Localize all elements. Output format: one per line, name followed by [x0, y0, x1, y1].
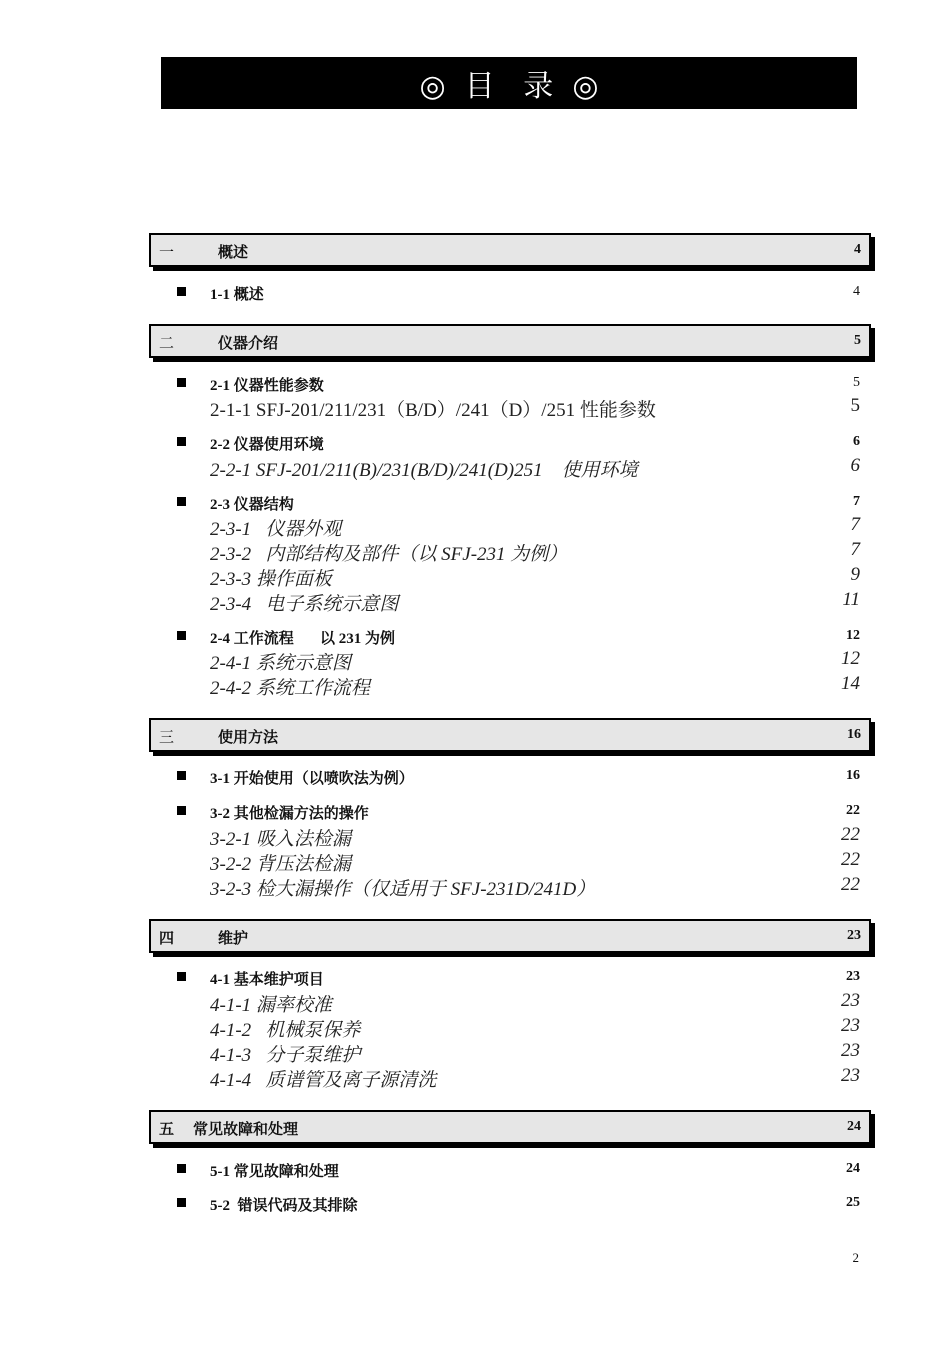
section-page: 23	[847, 928, 861, 943]
entry-label: 2-3-3 操作面板	[210, 569, 332, 590]
entry-label: 4-1-4 质谱管及离子源清洗	[210, 1070, 437, 1091]
bullet-icon	[177, 1164, 186, 1173]
entry-page: 23	[841, 1040, 860, 1061]
entry-label: 2-3-4 电子系统示意图	[210, 594, 399, 615]
entry-label: 2-1 仪器性能参数	[210, 378, 324, 394]
bullet-icon	[177, 771, 186, 780]
toc-entry-2-1[interactable]	[0, 374, 860, 396]
section-page: 4	[854, 242, 861, 257]
toc-entry-2-4-1[interactable]	[0, 648, 860, 674]
entry-label: 3-2-3 检大漏操作（仅适用于 SFJ-231D/241D）	[210, 879, 596, 900]
entry-page: 11	[842, 589, 860, 610]
toc-entry-2-2[interactable]	[0, 433, 860, 455]
section-page: 16	[847, 727, 861, 742]
entry-page: 7	[853, 494, 860, 509]
bullet-icon	[177, 437, 186, 446]
toc-entry-3-2-1[interactable]	[0, 824, 860, 850]
entry-label: 1-1 概述	[210, 287, 264, 303]
toc-entry-4-1[interactable]	[0, 968, 860, 990]
toc-entry-3-2[interactable]	[0, 802, 860, 824]
entry-page: 22	[841, 824, 860, 845]
entry-label: 5-1 常见故障和处理	[210, 1164, 339, 1180]
toc-entry-3-2-2[interactable]	[0, 849, 860, 875]
toc-entry-5-1[interactable]	[0, 1160, 860, 1182]
toc-entry-2-3-3[interactable]	[0, 564, 860, 590]
entry-page: 23	[841, 990, 860, 1011]
toc-entry-2-3-4[interactable]	[0, 589, 860, 615]
toc-entry-5-2[interactable]	[0, 1194, 860, 1216]
entry-label: 5-2 错误代码及其排除	[210, 1198, 358, 1214]
toc-entry-2-3[interactable]	[0, 493, 860, 515]
page-number: 2	[852, 1250, 859, 1265]
entry-label: 2-3-1 仪器外观	[210, 519, 342, 540]
section-title: 使用方法	[218, 730, 279, 746]
section-title: 维护	[218, 931, 249, 947]
section-number: 四	[159, 931, 175, 947]
bullet-icon	[177, 806, 186, 815]
entry-label: 4-1-1 漏率校准	[210, 995, 332, 1016]
section-page: 5	[854, 333, 861, 348]
toc-entry-4-1-4[interactable]	[0, 1065, 860, 1091]
entry-label: 2-2 仪器使用环境	[210, 437, 324, 453]
entry-label: 2-3-2 内部结构及部件（以 SFJ-231 为例）	[210, 544, 568, 565]
entry-label: 3-2-1 吸入法检漏	[210, 829, 351, 850]
toc-entry-2-4[interactable]	[0, 627, 860, 649]
section-number: 一	[159, 245, 175, 261]
entry-page: 5	[853, 375, 860, 390]
entry-page: 6	[853, 434, 860, 449]
section-header-5[interactable]	[149, 1110, 871, 1144]
entry-page: 14	[841, 673, 860, 694]
section-title: 常见故障和处理	[193, 1122, 299, 1138]
section-header-4[interactable]	[149, 919, 871, 953]
entry-label: 3-2-2 背压法检漏	[210, 854, 351, 875]
entry-page: 7	[850, 514, 860, 535]
entry-label: 4-1-2 机械泵保养	[210, 1020, 361, 1041]
toc-entry-1-1[interactable]	[0, 283, 860, 305]
entry-page: 22	[841, 849, 860, 870]
section-number: 二	[159, 336, 175, 352]
section-number: 三	[159, 730, 175, 746]
entry-page: 6	[850, 455, 860, 476]
entry-page: 23	[841, 1065, 860, 1086]
toc-title: ◎ 目 录 ◎	[161, 57, 857, 109]
entry-page: 24	[846, 1161, 860, 1176]
toc-entry-2-3-1[interactable]	[0, 514, 860, 540]
entry-page: 12	[841, 648, 860, 669]
toc-entry-3-1[interactable]	[0, 767, 860, 789]
entry-label: 3-2 其他检漏方法的操作	[210, 806, 369, 822]
entry-page: 25	[846, 1195, 860, 1210]
entry-label: 4-1-3 分子泵维护	[210, 1045, 361, 1066]
entry-page: 23	[846, 969, 860, 984]
entry-label: 2-1-1 SFJ-201/211/231（B/D）/241（D）/251 性能参数	[210, 400, 656, 421]
bullet-icon	[177, 631, 186, 640]
entry-label: 4-1 基本维护项目	[210, 972, 324, 988]
toc-entry-4-1-1[interactable]	[0, 990, 860, 1016]
section-number: 五	[159, 1122, 175, 1138]
entry-page: 9	[850, 564, 860, 585]
entry-label: 3-1 开始使用（以喷吹法为例）	[210, 771, 414, 787]
entry-page: 7	[850, 539, 860, 560]
entry-label: 2-4-2 系统工作流程	[210, 678, 370, 699]
toc-entry-3-2-3[interactable]	[0, 874, 860, 900]
entry-label: 2-4-1 系统示意图	[210, 653, 351, 674]
toc-entry-2-2-1[interactable]	[0, 455, 860, 481]
entry-label: 2-3 仪器结构	[210, 497, 294, 513]
entry-page: 12	[846, 628, 860, 643]
section-title: 仪器介绍	[218, 336, 279, 352]
entry-page: 22	[846, 803, 860, 818]
section-header-1[interactable]	[149, 233, 871, 267]
section-title: 概述	[218, 245, 249, 261]
section-header-3[interactable]	[149, 718, 871, 752]
section-header-2[interactable]	[149, 324, 871, 358]
bullet-icon	[177, 497, 186, 506]
entry-page: 16	[846, 768, 860, 783]
toc-entry-2-3-2[interactable]	[0, 539, 860, 565]
bullet-icon	[177, 287, 186, 296]
bullet-icon	[177, 1198, 186, 1207]
toc-entry-4-1-2[interactable]	[0, 1015, 860, 1041]
toc-entry-2-4-2[interactable]	[0, 673, 860, 699]
toc-entry-4-1-3[interactable]	[0, 1040, 860, 1066]
entry-page: 23	[841, 1015, 860, 1036]
bullet-icon	[177, 378, 186, 387]
toc-entry-2-1-1[interactable]	[0, 395, 860, 421]
entry-page: 22	[841, 874, 860, 895]
entry-page: 5	[850, 395, 860, 416]
entry-page: 4	[853, 284, 860, 299]
entry-label: 2-2-1 SFJ-201/211(B)/231(B/D)/241(D)251 使用环境	[210, 460, 638, 481]
entry-label: 2-4 工作流程 以 231 为例	[210, 631, 395, 647]
section-page: 24	[847, 1119, 861, 1134]
bullet-icon	[177, 972, 186, 981]
